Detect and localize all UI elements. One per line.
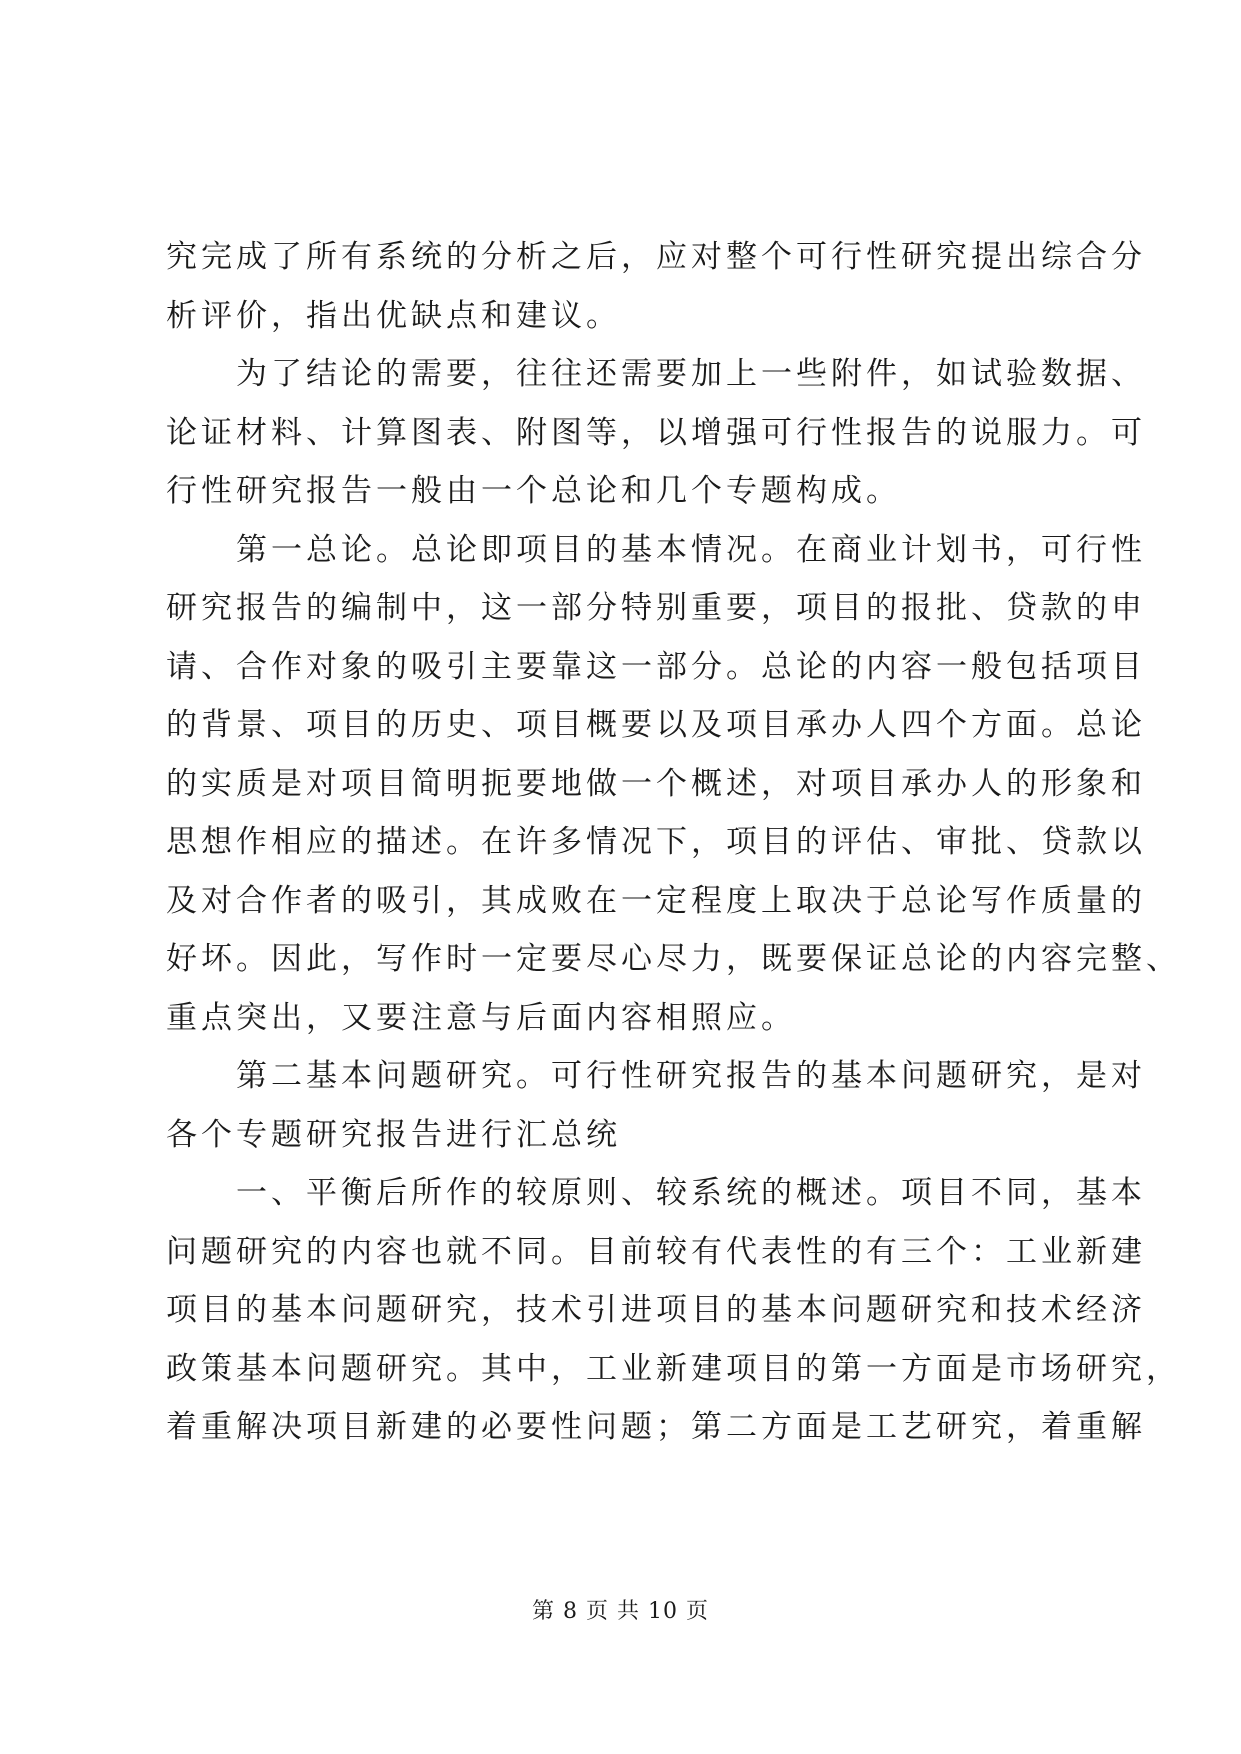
text-line: 各个专题研究报告进行汇总统: [166, 1116, 621, 1153]
text-line: 究完成了所有系统的分析之后，应对整个可行性研究提出综合分: [166, 239, 1146, 275]
text-line: 的实质是对项目简明扼要地做一个概述，对项目承办人的形象和: [166, 765, 1146, 802]
text-line: 论证材料、计算图表、附图等，以增强可行性报告的说服力。可: [166, 414, 1146, 451]
paragraph-first-line: 一、平衡后所作的较原则、较系统的概述。项目不同，基本: [236, 1175, 1146, 1211]
text-line: 请、合作对象的吸引主要靠这一部分。总论的内容一般包括项目: [166, 648, 1146, 685]
text-line: 项目的基本问题研究，技术引进项目的基本问题研究和技术经济: [166, 1292, 1146, 1328]
text-line: 研究报告的编制中，这一部分特别重要，项目的报批、贷款的申: [166, 590, 1146, 626]
page-number-footer: 第 8 页 共 10 页: [532, 1599, 709, 1624]
text-line: 及对合作者的吸引，其成败在一定程度上取决于总论写作质量的: [166, 882, 1146, 919]
text-line: 思想作相应的描述。在许多情况下，项目的评估、审批、贷款以: [166, 824, 1146, 860]
text-line: 行性研究报告一般由一个总论和几个专题构成。: [166, 473, 901, 509]
text-line: 的背景、项目的历史、项目概要以及项目承办人四个方面。总论: [166, 707, 1146, 743]
text-line: 问题研究的内容也就不同。目前较有代表性的有三个：工业新建: [166, 1233, 1146, 1270]
paragraph-first-line: 第一总论。总论即项目的基本情况。在商业计划书，可行性: [236, 531, 1146, 568]
paragraph-first-line: 为了结论的需要，往往还需要加上一些附件，如试验数据、: [236, 356, 1146, 392]
text-line: 重点突出，又要注意与后面内容相照应。: [166, 999, 796, 1036]
text-line: 政策基本问题研究。其中，工业新建项目的第一方面是市场研究，: [166, 1350, 1181, 1387]
paragraph-first-line: 第二基本问题研究。可行性研究报告的基本问题研究，是对: [236, 1058, 1146, 1094]
text-line: 好坏。因此，写作时一定要尽心尽力，既要保证总论的内容完整、: [166, 941, 1181, 977]
text-line: 析评价，指出优缺点和建议。: [166, 297, 621, 334]
body-text: [166, 228, 1181, 1457]
text-line: 着重解决项目新建的必要性问题；第二方面是工艺研究，着重解: [166, 1409, 1146, 1445]
